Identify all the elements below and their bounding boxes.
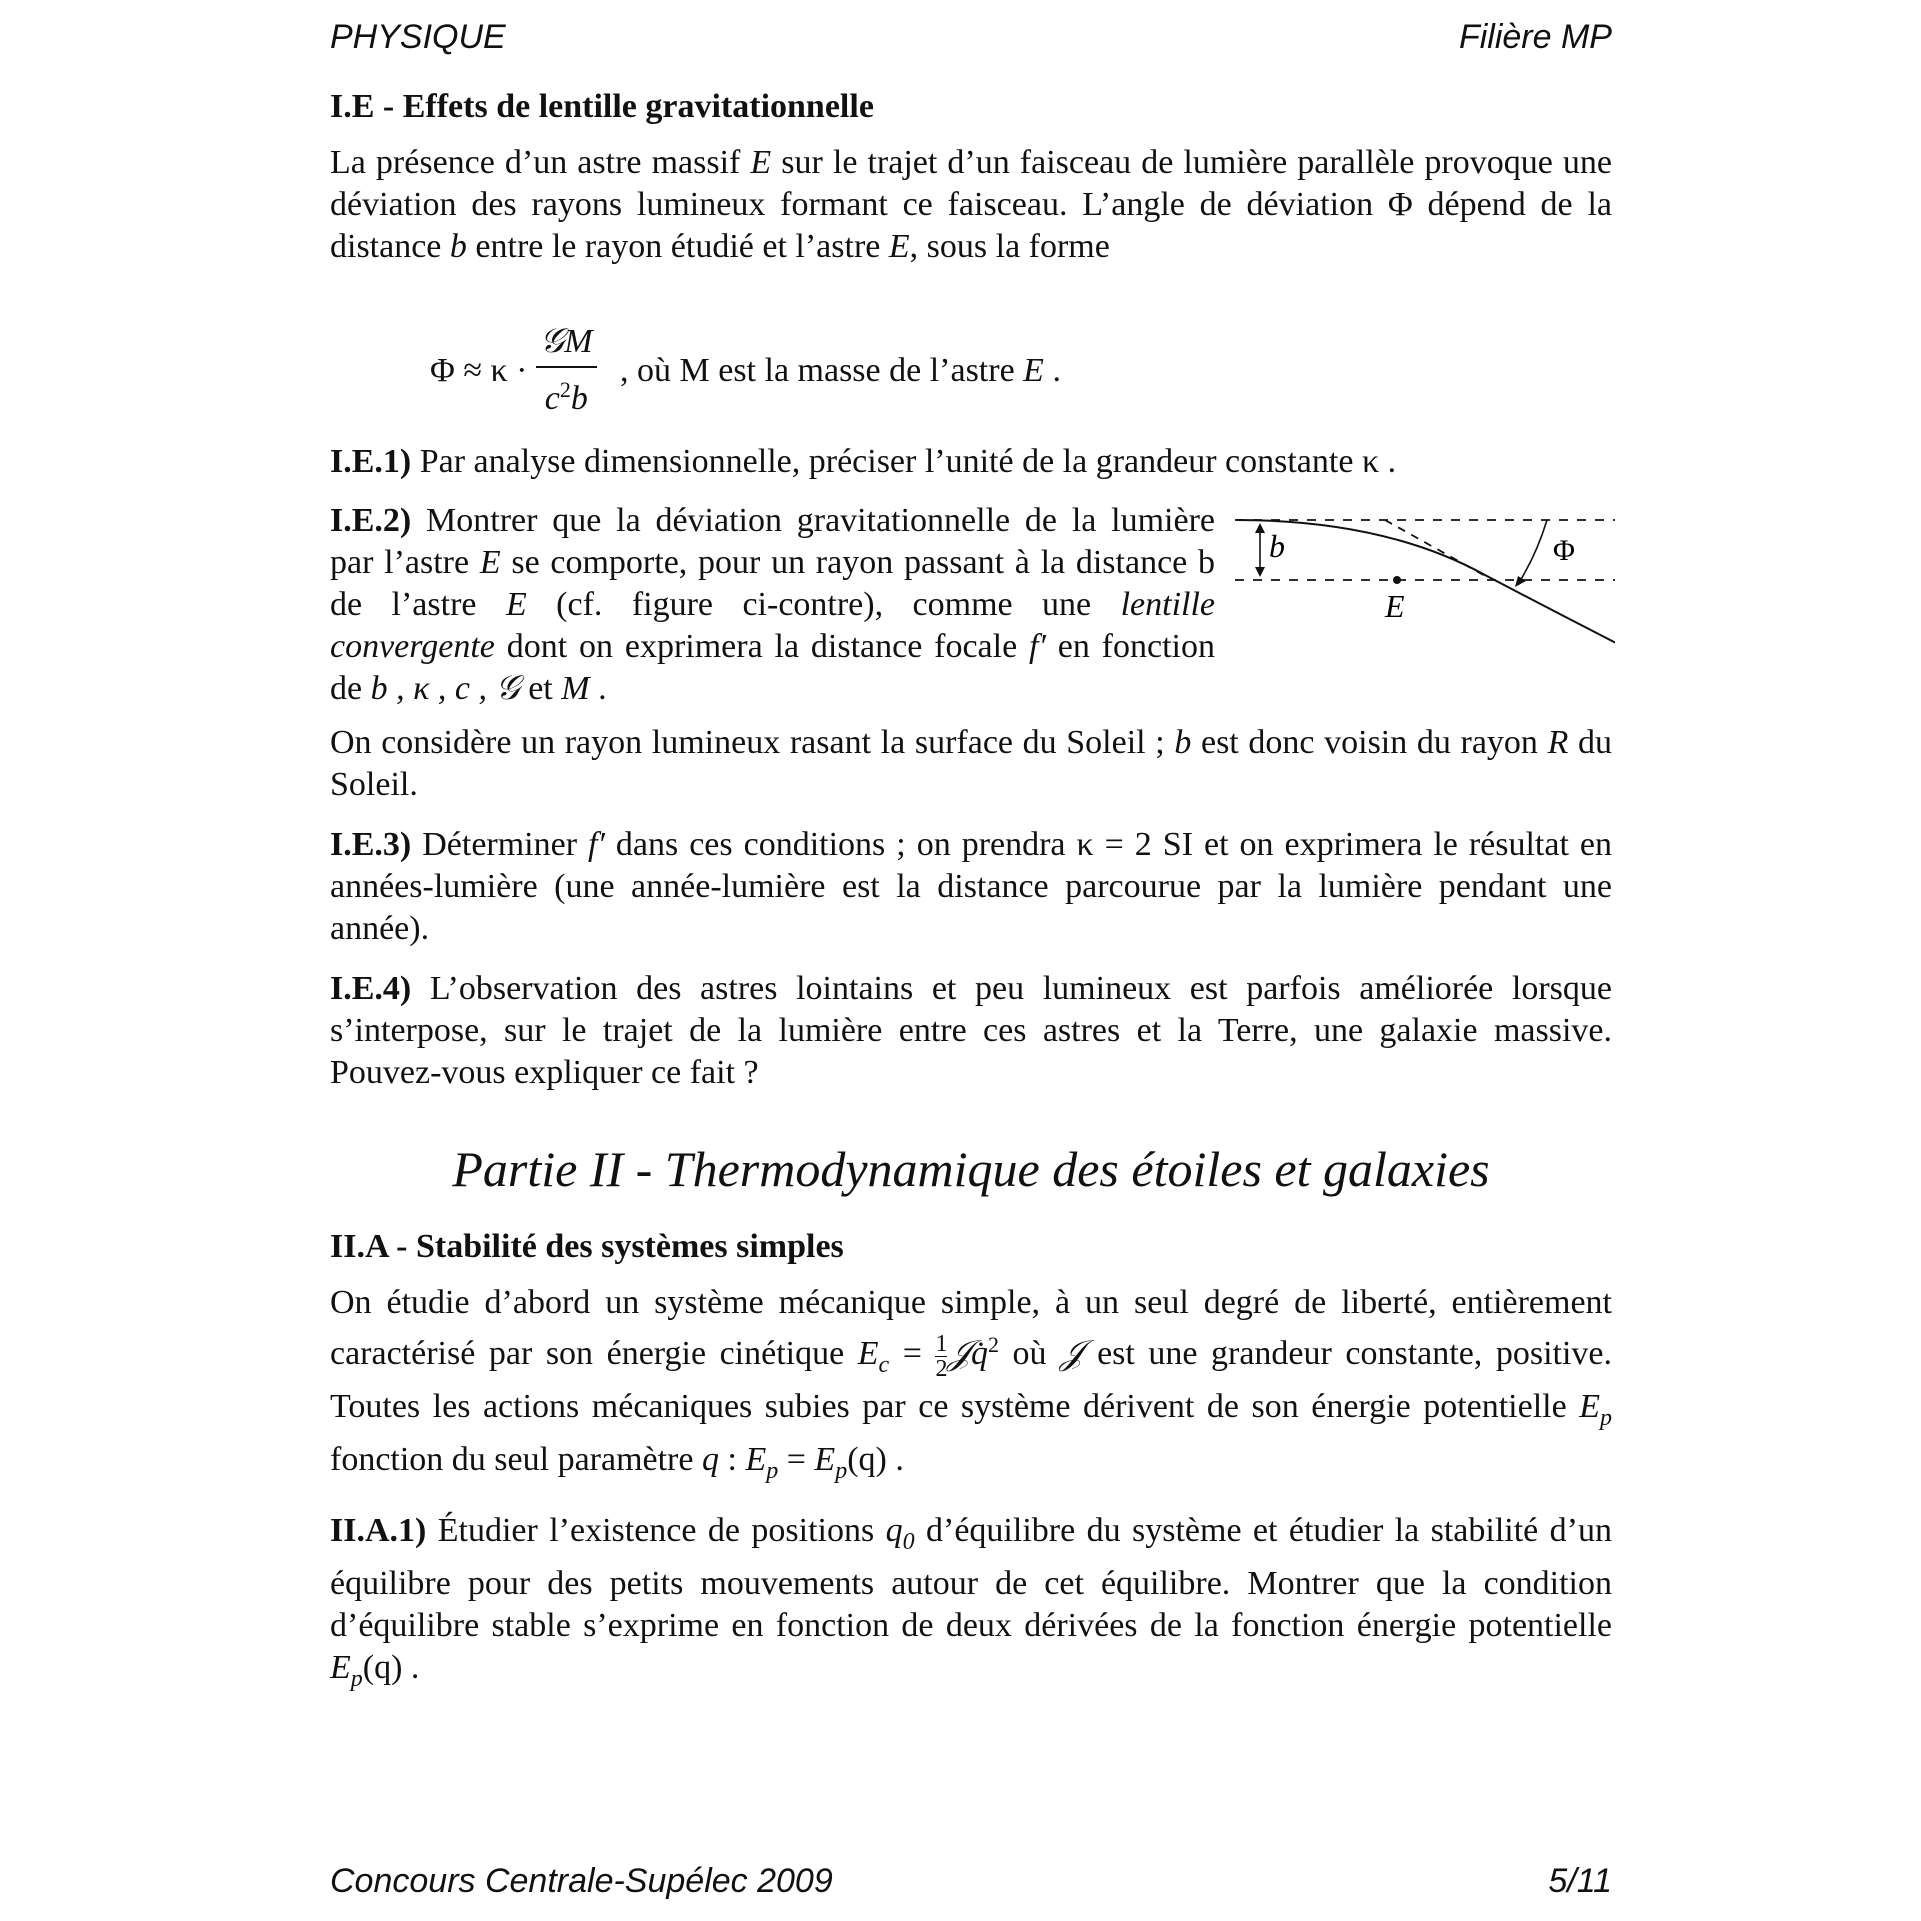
lensing-figure [1235,505,1615,655]
document-page [330,0,1612,1921]
formula-fraction: 𝒢M $c^2b$ [536,322,597,419]
figure-label-b: b [1269,528,1285,564]
deviation-formula: Φ ≈ κ · 𝒢M $c^2b$ , où M est la masse de l’astre E . [430,323,1061,417]
section-title-IIA: II.A - Stabilité des systèmes simples [330,1228,844,1265]
question-IE2: I.E.2) Montrer que la déviation gravitationnelle de la lumière par l’astre E se comporte, pour un rayon passant à la distance b de l’astre E (cf. figure ci-contre), comme une lentille convergente dont on exprimera la distance focale f′ en fonction de b , κ , c , 𝒢 et M . [330,502,1216,707]
header-subject: PHYSIQUE [330,18,506,56]
intro-paragraph: La présence d’un astre massif E sur le trajet d’un faisceau de lumière parallèle provoque une déviation des rayons lumineux formant ce faisceau. L’angle de déviation Φ dépend de la distance b entre le rayon étudié et l’astre E, sous la forme [330,144,1612,265]
soleil-paragraph: On considère un rayon lumineux rasant la surface du Soleil ; b est donc voisin du rayon R du Soleil. [330,724,1612,803]
figure-label-phi: Φ [1553,534,1575,567]
figure-label-E: E [1385,588,1405,624]
question-IE1: I.E.1) Par analyse dimensionnelle, préciser l’unité de la grandeur constante κ . [330,443,1397,480]
header-filiere: Filière MP [1458,18,1612,56]
footer-page-number: 5/11 [1548,1862,1612,1900]
footer-concours: Concours Centrale-Supélec 2009 [330,1862,833,1900]
question-IE3: I.E.3) Déterminer f′ dans ces conditions ; on prendra κ = 2 SI et on exprimera le résultat en années-lumière (une année-lumière est la distance parcourue par la lumière pendant une année). [330,826,1612,947]
IIA-intro-paragraph: On étudie d’abord un système mécanique simple, à un seul degré de liberté, entièrement caractérisé par son énergie cinétique $E_c$ = $\frac{1}{2}$ 𝒥q̇$^2$ où 𝒥 est une grandeur constante, positive. Toutes les actions mécaniques subies par ce système dérivent de son énergie potentielle $E_p$ fonction du seul paramètre q : $E_p = E_p(q)$ . [330,1284,1613,1484]
partie-II-title: Partie II - Thermodynamique des étoiles et galaxies [452,1141,1490,1197]
question-IE4: I.E.4) L’observation des astres lointains et peu lumineux est parfois améliorée lorsque s’interpose, sur le trajet de la lumière entre ces astres et la Terre, une galaxie massive. Pouvez-vous expliquer ce fait ? [330,970,1612,1091]
question-IIA1: II.A.1) Étudier l’existence de positions $q_0$ d’équilibre du système et étudier la stabilité d’un équilibre pour des petits mouvements autour de cet équilibre. Montrer que la condition d’équilibre stable s’exprime en fonction de deux dérivées de la fonction énergie potentielle $E_p(q)$ . [330,1512,1612,1692]
section-title-IE: I.E - Effets de lentille gravitationnelle [330,88,874,125]
